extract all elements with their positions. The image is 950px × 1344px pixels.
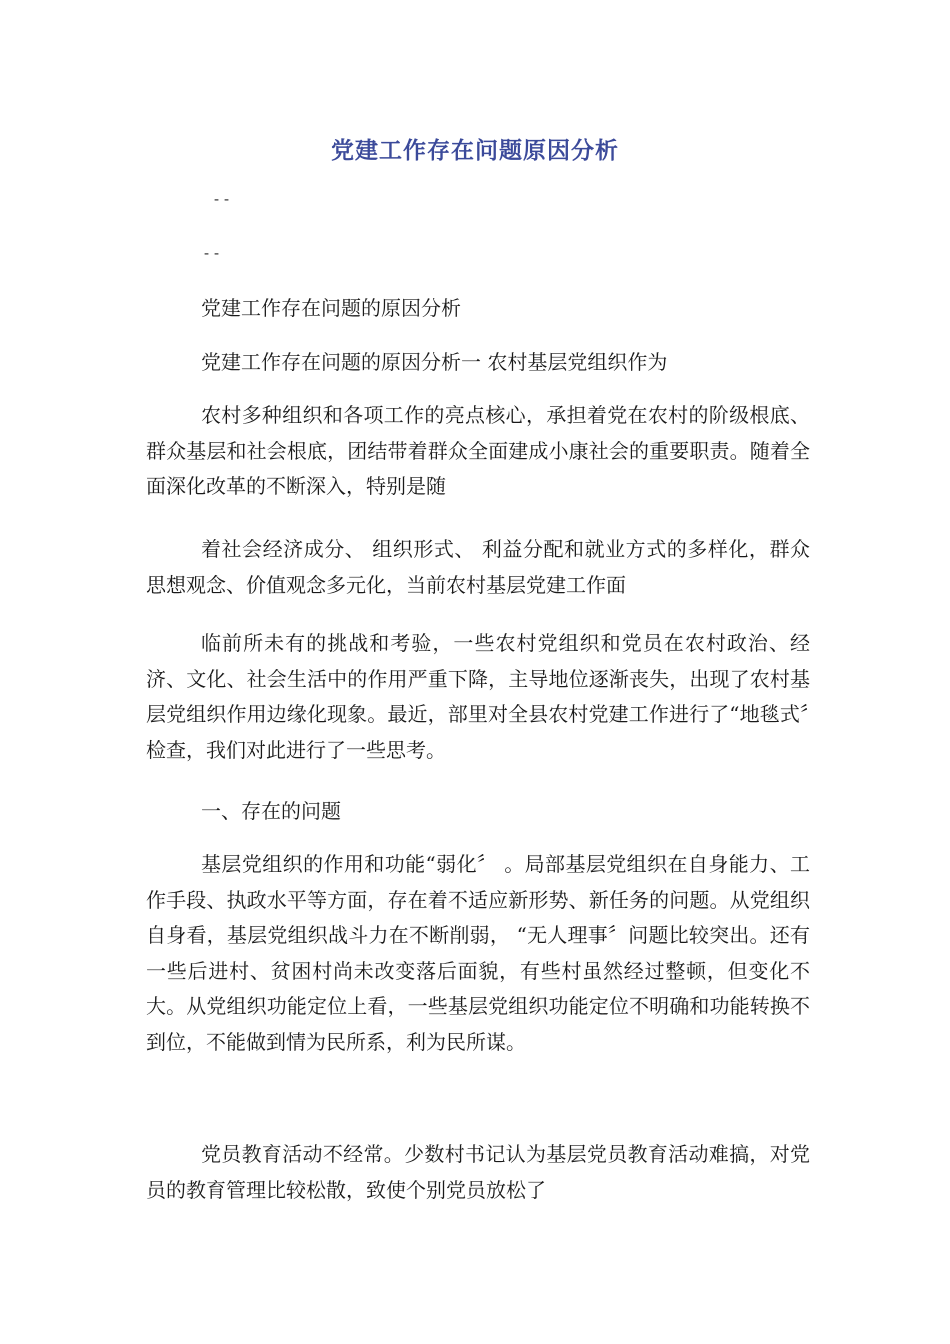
intro-line: 党建工作存在问题的原因分析一 农村基层党组织作为 (201, 350, 668, 374)
body-paragraph: 党员教育活动不经常。少数村书记认为基层党员教育活动难搞，对党员的教育管理比较松散，致使个别党员放松了 (146, 1142, 810, 1202)
body-paragraph: 基层党组织的作用和功能“弱化〞 。局部基层党组织在自身能力、工作手段、执政水平等方面，存在着不适应新形势、新任务的问题。从党组织自身看，基层党组织战斗力在不断削弱， “无人理事〞问题比较突出。还有一些后进村、贫困村尚未改变落后面貌，有些村虽然经过整顿，但变化不大。从党组织功能定位上看，一些基层党组织功能定位不明确和功能转换不到位，不能做到情为民所系，利为民所谋。 (146, 852, 810, 1054)
document-title: 党建工作存在问题原因分析 (331, 138, 619, 164)
body-paragraph: 临前所未有的挑战和考验，一些农村党组织和党员在农村政治、经济、文化、社会生活中的作用严重下降，主导地位逐渐丧失，出现了农村基层党组织作用边缘化现象。最近，部里对全县农村党建工作进行了“地毯式〞检查，我们对此进行了一些思考。 (146, 631, 810, 762)
body-paragraph: 着社会经济成分、 组织形式、 利益分配和就业方式的多样化，群众思想观念、价值观念多元化，当前农村基层党建工作面 (146, 537, 810, 597)
separator-line: -- (202, 244, 223, 262)
subheading: 党建工作存在问题的原因分析 (201, 296, 461, 320)
separator-line: -- (212, 190, 233, 208)
section-heading: 一、存在的问题 (201, 799, 341, 823)
body-paragraph: 农村多种组织和各项工作的亮点核心，承担着党在农村的阶级根底、群众基层和社会根底，团结带着群众全面建成小康社会的重要职责。随着全面深化改革的不断深入，特别是随 (146, 403, 810, 498)
